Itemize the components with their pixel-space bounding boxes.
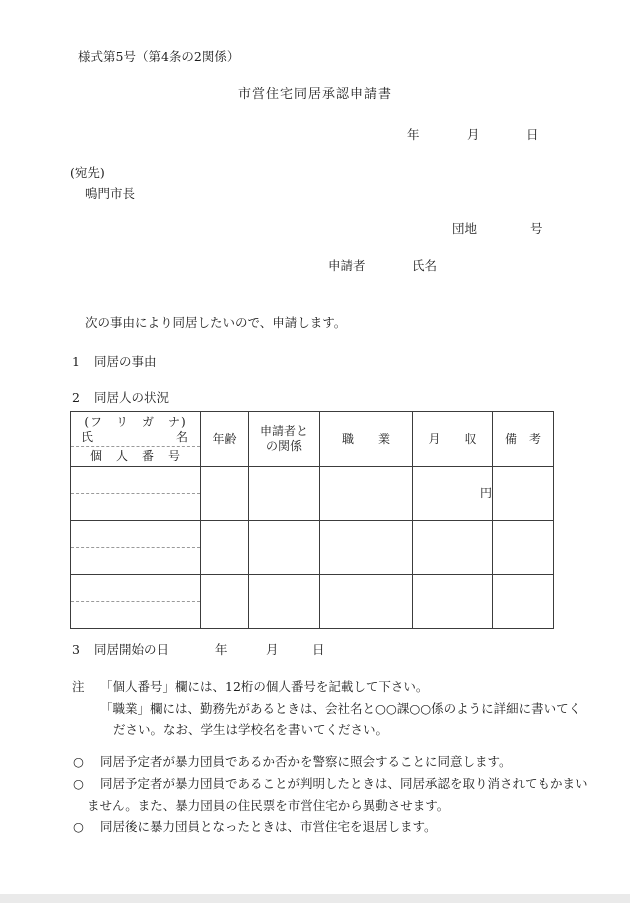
col-header-age: 年齢	[201, 412, 249, 467]
estate-label: 団地	[452, 221, 478, 236]
occupation-field	[320, 467, 413, 521]
remarks-field	[493, 575, 554, 629]
table-header-row	[71, 412, 554, 467]
income-field	[413, 575, 493, 629]
start-date-year-label: 年	[215, 642, 228, 657]
start-date-day-label: 日	[312, 642, 325, 657]
personal-number-label: 個 人 番 号	[89, 448, 181, 463]
col-header-occupation: 職 業	[320, 412, 413, 467]
col-header-monthly-income: 月 収	[413, 412, 493, 467]
currency-label: 円	[479, 486, 492, 500]
section-1-heading	[72, 354, 156, 369]
section-2-number: 2	[72, 390, 80, 405]
estate-no-label: 号	[530, 221, 543, 236]
intro-sentence: 次の事由により同居したいので、申請します。	[85, 315, 347, 330]
note-line-3: ださい。なお、学生は学校名を書いてください。	[113, 722, 389, 737]
name-field	[71, 575, 201, 629]
addressee-prefix: (宛先)	[70, 165, 105, 180]
pledge-bullet-icon: ○	[73, 776, 84, 791]
applicant-label: 申請者	[328, 258, 366, 273]
form-number: 様式第5号（第4条の2関係）	[78, 49, 240, 64]
section-2-label: 同居人の状況	[93, 390, 169, 405]
relation-field	[249, 521, 320, 575]
col-header-relation: 申請者と の関係	[249, 412, 320, 467]
date-year-label: 年	[407, 127, 420, 142]
page-title: 市営住宅同居承認申請書	[237, 87, 392, 102]
relation-field	[249, 467, 320, 521]
section-3-heading	[72, 642, 169, 657]
age-field	[201, 467, 249, 521]
col-header-remarks: 備 考	[493, 412, 554, 467]
pledge-bullet-icon: ○	[73, 754, 84, 769]
relation-field	[249, 575, 320, 629]
occupation-field	[320, 521, 413, 575]
note-line-2: 「職業」欄には、勤務先があるときは、会社名と○○課○○係のように詳細に書いてく	[100, 701, 582, 716]
cohabitants-table	[70, 411, 554, 629]
section-2-heading	[72, 390, 169, 405]
section-3-label: 同居開始の日	[93, 642, 169, 657]
start-date-month-label: 月	[266, 642, 279, 657]
note-marker: 注	[72, 679, 85, 694]
pledge-2-text-line-1: 同居予定者が暴力団員であることが判明したときは、同居承認を取り消されてもかまい	[100, 776, 588, 791]
date-day-label: 日	[526, 127, 539, 142]
note-line-1: 「個人番号」欄には、12桁の個人番号を記載して下さい。	[100, 679, 429, 694]
occupation-field	[320, 575, 413, 629]
age-field	[201, 521, 249, 575]
age-field	[201, 575, 249, 629]
name-label: 氏 名	[71, 430, 200, 447]
pledge-3-text: 同居後に暴力団員となったときは、市営住宅を退居します。	[100, 819, 437, 834]
table-row	[71, 575, 554, 629]
page-bottom-edge	[0, 894, 630, 903]
section-3-number: 3	[72, 642, 80, 657]
section-1-number: 1	[72, 354, 80, 369]
pledge-bullet-icon: ○	[73, 819, 84, 834]
name-field	[71, 521, 201, 575]
applicant-name-label: 氏名	[412, 258, 438, 273]
furigana-label: (フ リ ガ ナ)	[84, 414, 187, 429]
income-field	[413, 467, 493, 521]
section-1-label: 同居の事由	[93, 354, 157, 369]
income-field	[413, 521, 493, 575]
pledge-2-text-line-2: ません。また、暴力団員の住民票を市営住宅から異動させます。	[87, 798, 450, 813]
col-header-name	[71, 412, 201, 467]
remarks-field	[493, 467, 554, 521]
pledge-1-text: 同居予定者が暴力団員であるか否かを警察に照会することに同意します。	[100, 754, 512, 769]
table-row	[71, 467, 554, 521]
addressee-name: 鳴門市長	[85, 186, 136, 201]
table-row	[71, 521, 554, 575]
name-field	[71, 467, 201, 521]
date-month-label: 月	[467, 127, 480, 142]
remarks-field	[493, 521, 554, 575]
